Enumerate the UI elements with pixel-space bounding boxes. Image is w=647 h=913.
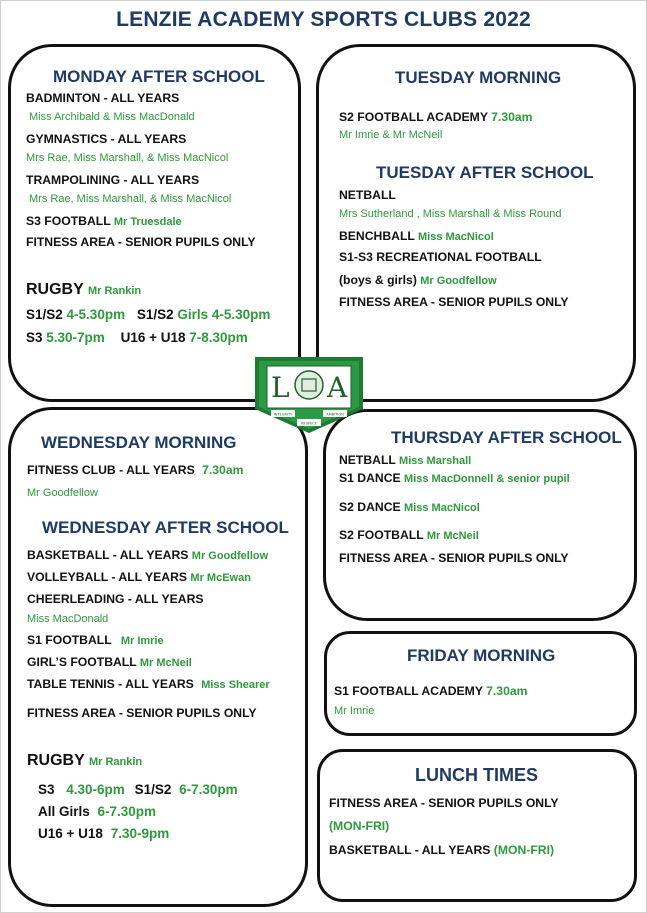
tuesday-s2-academy-label: S2 FOOTBALL ACADEMY: [339, 110, 488, 124]
thursday-s1-dance: [339, 471, 570, 485]
monday-trampolining-staff: Mrs Rae, Miss Marshall, & Miss MacNicol: [29, 193, 232, 205]
thursday-s2-dance-label: S2 DANCE: [339, 500, 401, 514]
lunch-heading: LUNCH TIMES: [415, 765, 538, 785]
wednesday-s1-football-label: S1 FOOTBALL: [27, 633, 112, 647]
tuesday-fitness: FITNESS AREA - SENIOR PUPILS ONLY: [339, 295, 569, 309]
wednesday-r1a: S3: [38, 782, 55, 797]
lunch-fitness-days: [329, 819, 389, 833]
monday-r1b: S1/S2: [136, 307, 174, 322]
tuesday-recreational-2: [339, 273, 497, 287]
lunch-basketball-days: (MON-FRI): [493, 843, 555, 857]
thursday-fitness: FITNESS AREA - SENIOR PUPILS ONLY: [339, 551, 569, 565]
monday-r1b-time: Girls 4-5.30pm: [177, 307, 271, 322]
thursday-netball: [339, 453, 471, 467]
wednesday-morning-heading: WEDNESDAY MORNING: [41, 433, 237, 452]
monday-r1a: S1/S2: [26, 307, 63, 322]
lunch-basketball: [329, 843, 554, 857]
monday-rugby-staff: Mr Rankin: [87, 285, 142, 297]
monday-heading: MONDAY AFTER SCHOOL: [53, 67, 265, 86]
monday-r1a-time: 4-5.30pm: [66, 307, 126, 322]
wednesday-basketball-staff: Mr Goodfellow: [191, 550, 269, 562]
tuesday-after-heading: TUESDAY AFTER SCHOOL: [376, 163, 594, 182]
monday-rugby-row-1: [26, 307, 270, 322]
wednesday-s1-football: [27, 633, 164, 647]
monday-r2b: U16 + U18: [120, 330, 186, 345]
thursday-s2-football: [339, 528, 479, 542]
friday-heading: FRIDAY MORNING: [407, 646, 556, 665]
wednesday-rugby: [27, 752, 142, 770]
school-crest-logo: [253, 355, 365, 435]
crest-motto-3: RESPECT: [301, 421, 317, 426]
wednesday-cheerleading: CHEERLEADING - ALL YEARS: [27, 592, 204, 606]
thursday-s1-dance-staff: Miss MacDonnell & senior pupil: [404, 473, 570, 485]
wednesday-r1b: S1/S2: [134, 782, 172, 797]
monday-badminton: BADMINTON - ALL YEARS: [26, 91, 180, 105]
wednesday-volleyball: [27, 570, 251, 584]
monday-rugby-label: RUGBY: [26, 281, 84, 298]
thursday-heading: THURSDAY AFTER SCHOOL: [391, 428, 622, 447]
lunch-fitness: FITNESS AREA - SENIOR PUPILS ONLY: [329, 796, 559, 810]
wednesday-after-heading: WEDNESDAY AFTER SCHOOL: [42, 518, 289, 537]
lunch-basketball-label: BASKETBALL - ALL YEARS: [329, 843, 491, 857]
tuesday-benchball-label: BENCHBALL: [339, 229, 415, 243]
tuesday-s2-academy-staff: Mr Imrie & Mr McNeil: [339, 129, 443, 141]
wednesday-fitness-club-label: FITNESS CLUB - ALL YEARS: [27, 463, 195, 477]
page-title: LENZIE ACADEMY SPORTS CLUBS 2022: [116, 8, 531, 31]
wednesday-r3: U16 + U18: [38, 826, 103, 841]
monday-s3-football: [26, 214, 182, 228]
wednesday-volleyball-label: VOLLEYBALL - ALL YEARS: [27, 570, 188, 584]
monday-gymnastics-staff: Mrs Rae, Miss Marshall, & Miss MacNicol: [26, 152, 229, 164]
tuesday-morning-heading: TUESDAY MORNING: [395, 68, 562, 87]
thursday-netball-staff: Miss Marshall: [399, 455, 472, 467]
wednesday-table-tennis: [27, 677, 270, 691]
tuesday-benchball-staff: Miss MacNicol: [418, 231, 494, 243]
thursday-s2-football-label: S2 FOOTBALL: [339, 528, 424, 542]
wednesday-basketball: [27, 548, 268, 562]
wednesday-rugby-row-2: [38, 804, 156, 819]
lunch-fitness-days-label: (MON-FRI): [329, 819, 390, 833]
crest-motto-2: AMBITION: [326, 412, 344, 417]
wednesday-fitness-club-staff: Mr Goodfellow: [27, 487, 98, 499]
thursday-s2-dance: [339, 500, 480, 514]
friday-s1-academy: [334, 684, 527, 698]
wednesday-s1-football-staff: Mr Imrie: [120, 635, 164, 647]
crest-letter-a: A: [327, 371, 348, 404]
wednesday-fitness: FITNESS AREA - SENIOR PUPILS ONLY: [27, 706, 257, 720]
tuesday-panel: [316, 44, 636, 402]
wednesday-rugby-staff: Mr Rankin: [88, 756, 143, 768]
tuesday-s2-academy-time: 7.30am: [491, 110, 533, 124]
wednesday-girls-football: [27, 655, 192, 669]
wednesday-r1a-time: 4.30-6pm: [66, 782, 125, 797]
tuesday-recreational: S1-S3 RECREATIONAL FOOTBALL: [339, 250, 542, 264]
friday-s1-academy-time: 7.30am: [486, 684, 528, 698]
wednesday-rugby-row-1: [38, 782, 238, 797]
wednesday-rugby-row-3: [38, 826, 169, 841]
monday-rugby: [26, 281, 141, 299]
thursday-netball-label: NETBALL: [339, 453, 396, 467]
monday-rugby-row-2: [26, 330, 248, 345]
tuesday-netball: NETBALL: [339, 188, 396, 202]
monday-s3-football-staff: Mr Truesdale: [113, 216, 182, 228]
tuesday-s2-academy: [339, 110, 532, 124]
monday-r2b-time: 7-8.30pm: [189, 330, 248, 345]
wednesday-basketball-label: BASKETBALL - ALL YEARS: [27, 548, 189, 562]
crest-letter-l: L: [271, 371, 290, 404]
wednesday-cheerleading-staff: Miss MacDonald: [27, 613, 109, 625]
wednesday-rugby-label: RUGBY: [27, 752, 85, 769]
crest-emblem-icon: [295, 371, 323, 399]
wednesday-fitness-club: [27, 463, 243, 477]
tuesday-recreational-2-label: (boys & girls): [339, 273, 417, 287]
wednesday-table-tennis-label: TABLE TENNIS - ALL YEARS: [27, 677, 194, 691]
monday-r2a-time: 5.30-7pm: [46, 330, 105, 345]
monday-fitness: FITNESS AREA - SENIOR PUPILS ONLY: [26, 235, 256, 249]
tuesday-benchball: [339, 229, 494, 243]
wednesday-table-tennis-staff: Miss Shearer: [201, 679, 270, 691]
thursday-s2-dance-staff: Miss MacNicol: [404, 502, 480, 514]
monday-trampolining: TRAMPOLINING - ALL YEARS: [26, 173, 200, 187]
thursday-s1-dance-label: S1 DANCE: [339, 471, 401, 485]
wednesday-girls-football-staff: Mr McNeil: [139, 657, 192, 669]
wednesday-girls-football-label: GIRL’S FOOTBALL: [27, 655, 137, 669]
wednesday-fitness-club-time: 7.30am: [202, 463, 244, 477]
friday-s1-academy-label: S1 FOOTBALL ACADEMY: [334, 684, 483, 698]
wednesday-r3-time: 7.30-9pm: [110, 826, 170, 841]
wednesday-r2: All Girls: [38, 804, 90, 819]
monday-gymnastics: GYMNASTICS - ALL YEARS: [26, 132, 187, 146]
monday-r2a: S3: [26, 330, 43, 345]
thursday-s2-football-staff: Mr McNeil: [426, 530, 479, 542]
wednesday-r1b-time: 6-7.30pm: [179, 782, 238, 797]
tuesday-recreational-staff: Mr Goodfellow: [420, 275, 497, 287]
monday-badminton-staff: Miss Archibald & Miss MacDonald: [29, 111, 195, 123]
tuesday-netball-staff: Mrs Sutherland , Miss Marshall & Miss Round: [339, 208, 562, 220]
wednesday-volleyball-staff: Mr McEwan: [190, 572, 251, 584]
monday-s3-football-label: S3 FOOTBALL: [26, 214, 111, 228]
friday-s1-academy-staff: Mr Imrie: [334, 705, 375, 717]
crest-motto-1: INTEGRITY: [273, 412, 293, 417]
wednesday-r2-time: 6-7.30pm: [97, 804, 157, 819]
